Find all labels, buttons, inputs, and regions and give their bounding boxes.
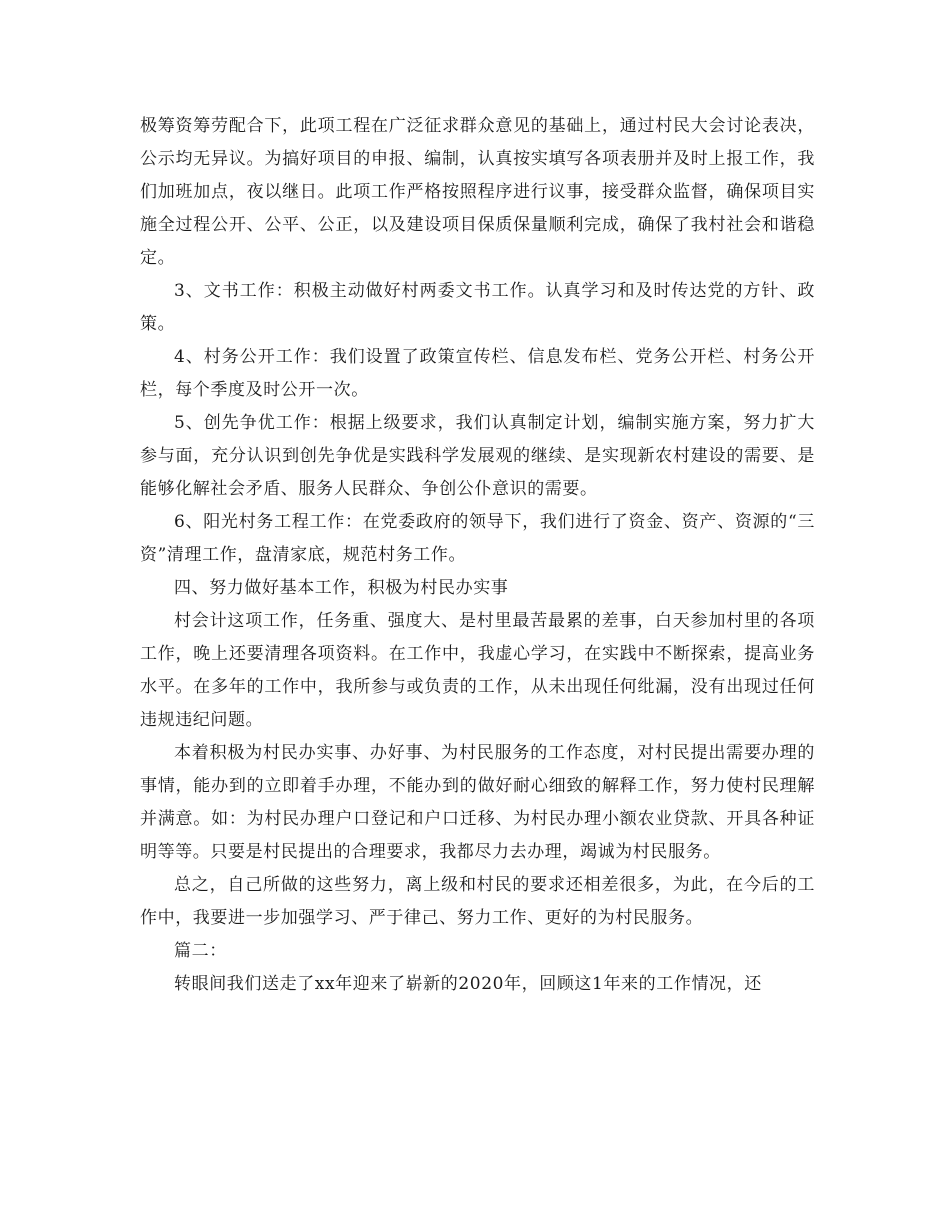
paragraph: 3、文书工作：积极主动做好村两委文书工作。认真学习和及时传达党的方针、政策。	[140, 281, 815, 334]
paragraph: 6、阳光村务工程工作：在党委政府的领导下，我们进行了资金、资产、资源的“三资”清理工作，盘清家底，规范村务工作。	[140, 512, 815, 565]
paragraph: 极筹资筹劳配合下，此项工程在广泛征求群众意见的基础上，通过村民大会讨论表决，公示均无异议。为搞好项目的申报、编制，认真按实填写各项表册并及时上报工作，我们加班加点，夜以继日。此项工作严格按照程序进行议事，接受群众监督，确保项目实施全过程公开、公平、公正，以及建设项目保质保量顺利完成，确保了我村社会和谐稳定。	[140, 116, 815, 268]
paragraph: 本着积极为村民办实事、办好事、为村民服务的工作态度，对村民提出需要办理的事情，能办到的立即着手办理，不能办到的做好耐心细致的解释工作，努力使村民理解并满意。如：为村民办理户口登记和户口迁移、为村民办理小额农业贷款、开具各种证明等等。只要是村民提出的合理要求，我都尽力去办理，竭诚为村民服务。	[140, 743, 815, 862]
paragraph: 转眼间我们送走了xx年迎来了崭新的2020年，回顾这1年来的工作情况，还	[174, 974, 762, 994]
paragraph: 总之，自己所做的这些努力，离上级和村民的要求还相差很多，为此，在今后的工作中，我要进一步加强学习、严于律己、努力工作、更好的为村民服务。	[140, 875, 815, 928]
document-body	[140, 110, 815, 1001]
paragraph: 5、创先争优工作：根据上级要求，我们认真制定计划，编制实施方案，努力扩大参与面，充分认识到创先争优是实践科学发展观的继续、是实现新农村建设的需要、是能够化解社会矛盾、服务人民群众、争创公仆意识的需要。	[140, 413, 815, 499]
section-heading: 四、努力做好基本工作，积极为村民办实事	[174, 578, 509, 598]
paragraph: 4、村务公开工作：我们设置了政策宣传栏、信息发布栏、党务公开栏、村务公开栏，每个季度及时公开一次。	[140, 347, 815, 400]
part-heading: 篇二：	[174, 941, 227, 961]
paragraph: 村会计这项工作，任务重、强度大、是村里最苦最累的差事，白天参加村里的各项工作，晚上还要清理各项资料。在工作中，我虚心学习，在实践中不断探索，提高业务水平。在多年的工作中，我所参与或负责的工作，从未出现任何纰漏，没有出现过任何违规违纪问题。	[140, 611, 815, 730]
